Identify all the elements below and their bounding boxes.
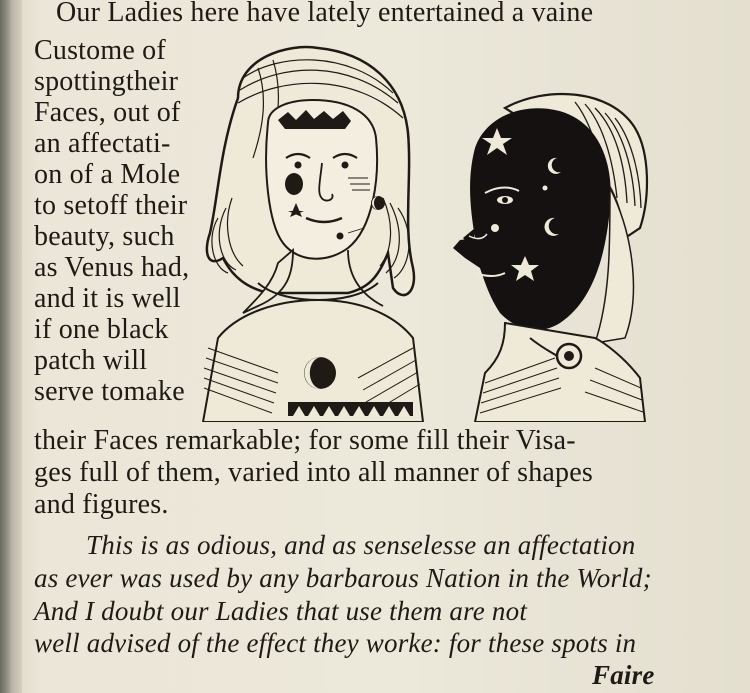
left-column-line: patch will: [34, 345, 148, 376]
text-line-top: Our Ladies here have lately entertained a vaine: [56, 0, 594, 28]
italic-line: as ever was used by any barbarous Nation in the World;: [34, 563, 652, 593]
left-column-line: if one black: [34, 314, 169, 345]
left-column-line: Faces, out of: [34, 97, 181, 128]
text-line-full: ges full of them, varied into all manner of shapes: [34, 457, 593, 488]
catchword: Faire: [592, 660, 655, 690]
text-line-full: their Faces remarkable; for some fill their Visa-: [34, 425, 576, 456]
left-column-line: an affectati-: [34, 128, 171, 159]
left-column-line: beauty, such: [34, 221, 175, 252]
woodcut-portrait-patched-lady: [198, 38, 430, 422]
left-column-line: on of a Mole: [34, 159, 181, 190]
italic-line: This is as odious, and as senselesse an affectation: [86, 530, 636, 560]
woodcut-portrait-dark-face: [445, 88, 655, 422]
italic-line: well advised of the effect they worke: for these spots in: [34, 628, 637, 658]
left-column-line: and it is well: [34, 283, 181, 314]
left-column-line: serve tomake: [34, 376, 185, 407]
left-column-line: to setoff their: [34, 190, 188, 221]
text-line-full: and figures.: [34, 489, 169, 520]
left-column-line: Custome of: [34, 35, 166, 66]
italic-line: And I doubt our Ladies that use them are not: [34, 596, 528, 626]
left-column-line: spottingtheir: [34, 66, 179, 97]
book-spine-shadow: [0, 0, 22, 693]
left-column-line: as Venus had,: [34, 252, 190, 283]
